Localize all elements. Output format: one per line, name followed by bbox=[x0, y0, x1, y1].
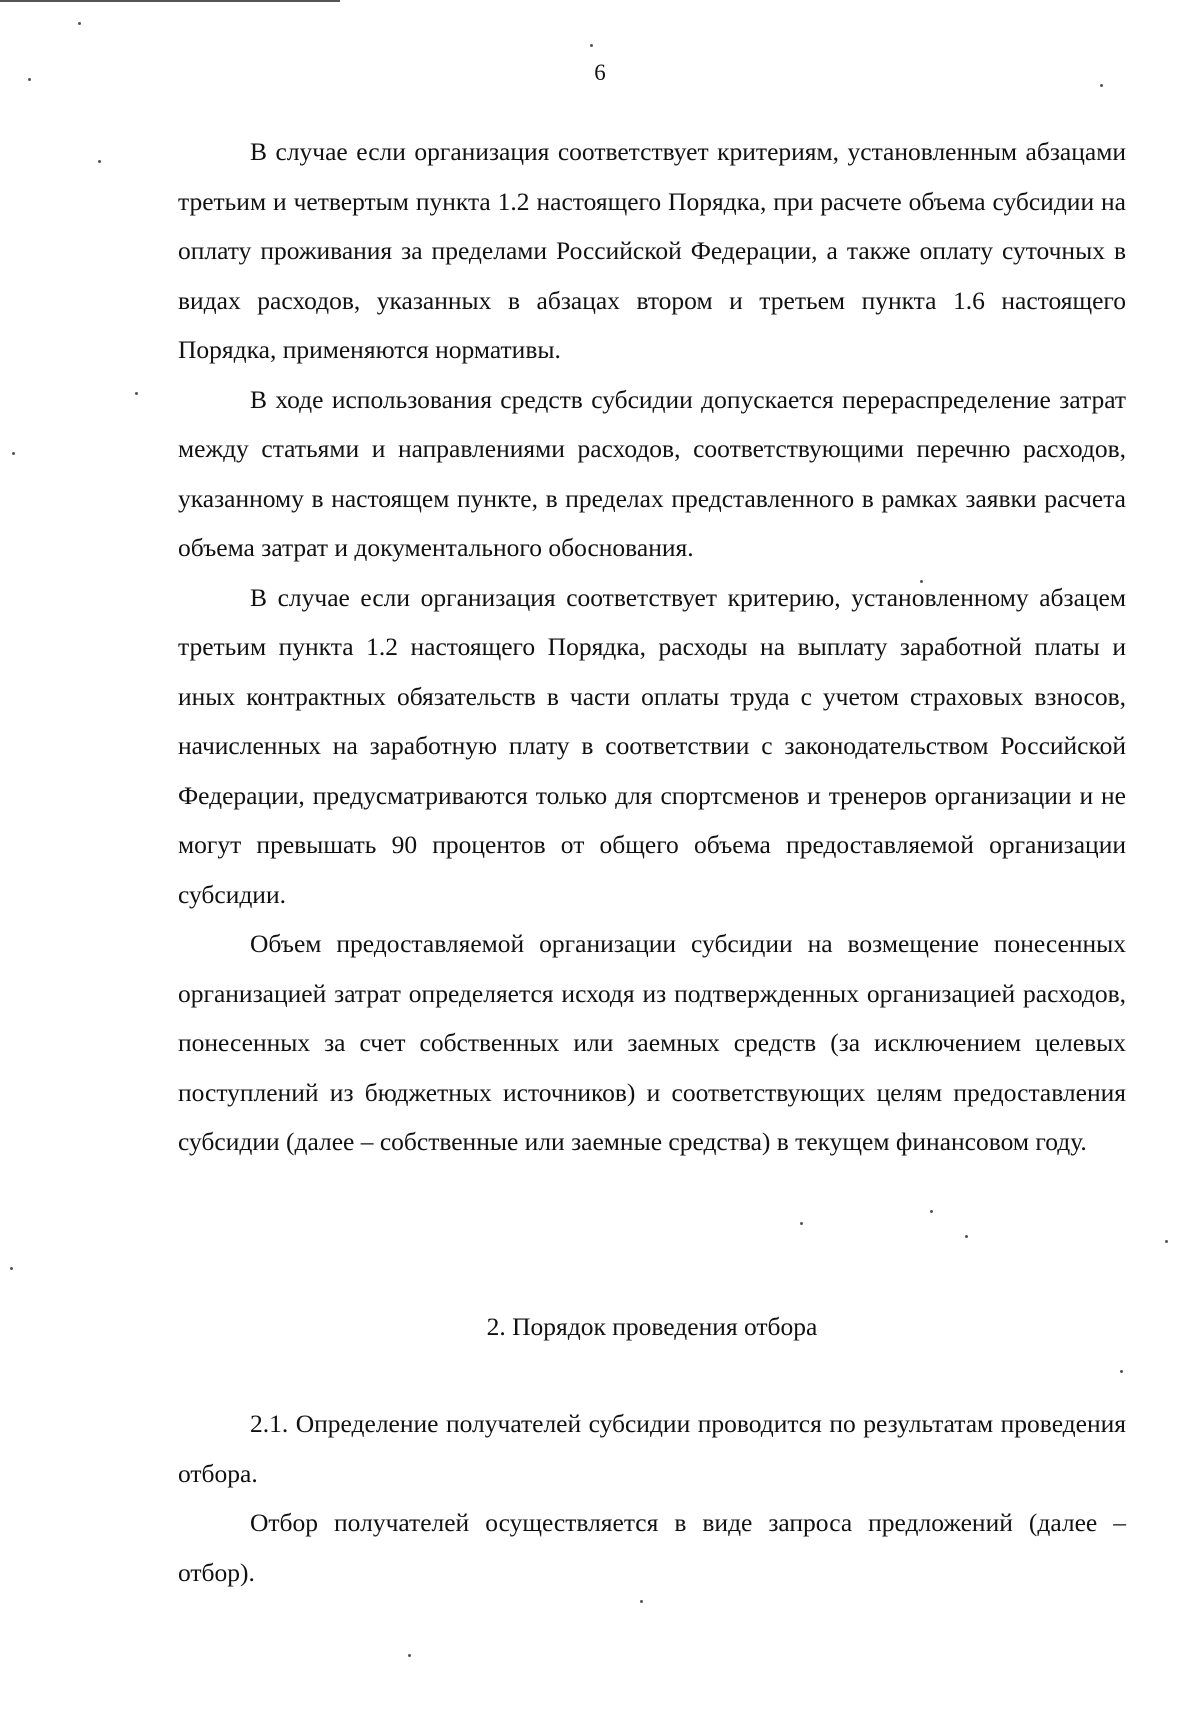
scan-speck bbox=[920, 580, 923, 583]
scan-speck bbox=[800, 1222, 803, 1225]
scan-speck bbox=[640, 1600, 643, 1603]
section-2-body bbox=[178, 1399, 1126, 1597]
scan-speck bbox=[590, 44, 593, 47]
scan-speck bbox=[12, 452, 15, 455]
paragraph-redistribution: В ходе использования средств субсидии допускается перераспределение затрат между статьями и направлениями расходов, соответствующими перечню расходов, указанному в настоящем пункте, в пределах представленного в рамках заявки расчета объема затрат и документального обоснования. bbox=[178, 384, 1126, 562]
scan-speck bbox=[1100, 84, 1103, 87]
paragraph-norms: В случае если организация соответствует критериям, установленным абзацами третьим и четвертым пункта 1.2 настоящего Порядка, при расчете объема субсидии на оплату проживания за пределами Российской Федерации, а также оплату суточных в видах расходов, указанных в абзацах втором и третьем пункта 1.6 настоящего Порядка, применяются нормативы. bbox=[178, 137, 1126, 364]
scan-speck bbox=[10, 1267, 13, 1270]
scan-speck bbox=[1120, 1370, 1123, 1373]
top-edge-line bbox=[0, 0, 340, 2]
paragraph-salary-expenses: В случае если организация соответствует критерию, установленному абзацем третьим пункта 1.2 настоящего Порядка, расходы на выплату заработной платы и иных контрактных обязательств в части оплаты труда с учетом страховых взносов, начисленных на заработную плату в соответствии с законодательством Российской Федерации, предусматриваются только для спортсменов и тренеров организации и не могут превышать 90 процентов от общего объема предоставляемой организации субсидии. bbox=[178, 582, 1126, 909]
page-number: 6 bbox=[594, 60, 606, 85]
section-heading: 2. Порядок проведения отбора bbox=[486, 1312, 818, 1341]
paragraph-2-1: 2.1. Определение получателей субсидии проводится по результатам проведения отбора. bbox=[178, 1409, 1126, 1488]
scan-speck bbox=[408, 1654, 411, 1657]
document-body bbox=[178, 127, 1126, 1587]
scan-speck bbox=[965, 1235, 968, 1238]
scan-speck bbox=[98, 160, 101, 163]
paragraph-selection-form: Отбор получателей осуществляется в виде запроса предложений (далее – отбор). bbox=[178, 1508, 1126, 1587]
scan-speck bbox=[930, 1210, 933, 1213]
scan-speck bbox=[1165, 1240, 1168, 1243]
paragraph-subsidy-volume: Объем предоставляемой организации субсидии на возмещение понесенных организацией затрат определяется исходя из подтвержденных организацией расходов, понесенных за счет собственных или заемных средств (за исключением целевых поступлений из бюджетных источников) и соответствующих целям предоставления субсидии (далее – собственные или заемные средства) в текущем финансовом году. bbox=[178, 929, 1126, 1156]
scan-speck bbox=[78, 22, 81, 25]
scan-speck bbox=[135, 392, 138, 395]
scan-speck bbox=[28, 78, 31, 81]
